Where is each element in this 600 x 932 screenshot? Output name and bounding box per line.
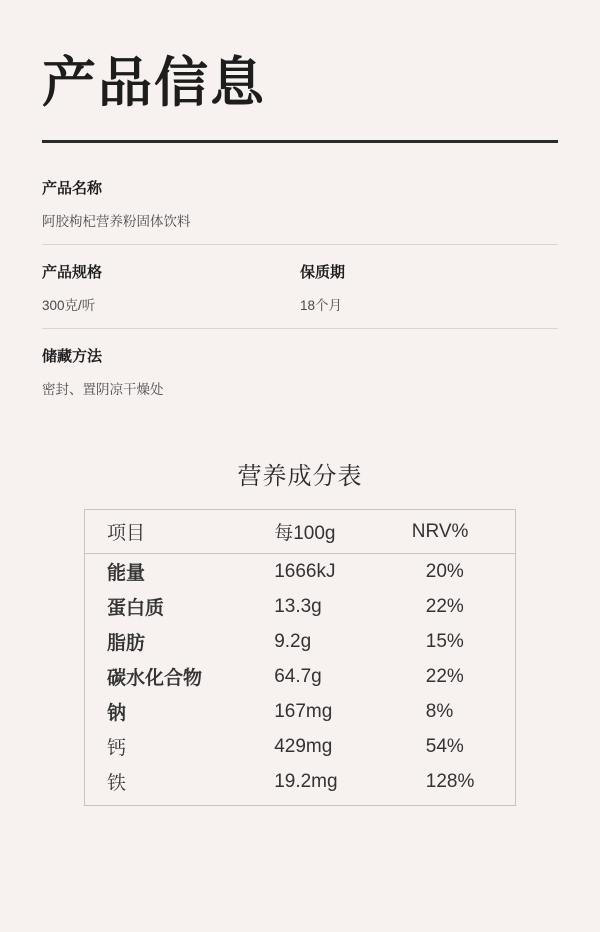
cell-nrv: 128% <box>425 770 475 792</box>
info-value: 300克/听 <box>42 298 96 314</box>
nutrition-table-title: 营养成分表 <box>237 463 363 491</box>
table-row <box>85 554 515 590</box>
info-cell-storage-method <box>42 345 558 398</box>
cell-nrv: 20% <box>425 560 464 582</box>
table-row <box>85 589 515 624</box>
cell-item: 脂肪 <box>107 633 146 655</box>
table-row <box>85 729 515 764</box>
cell-item: 蛋白质 <box>107 598 165 620</box>
cell-item: 碳水化合物 <box>107 668 203 690</box>
cell-item: 钙 <box>107 738 127 760</box>
cell-amount: 64.7g <box>274 665 322 687</box>
cell-nrv: 8% <box>425 700 454 722</box>
cell-amount: 19.2mg <box>274 770 338 792</box>
column-header-item: 项目 <box>107 523 146 545</box>
info-cell-product-name <box>42 177 558 230</box>
title-divider <box>42 140 558 143</box>
info-value: 密封、置阴凉干燥处 <box>42 382 164 398</box>
info-label: 保质期 <box>300 264 346 282</box>
cell-amount: 9.2g <box>274 630 312 652</box>
cell-nrv: 15% <box>425 630 464 652</box>
column-header-amount: 每100g <box>274 523 336 545</box>
cell-item: 铁 <box>107 773 127 795</box>
info-value: 阿胶枸杞营养粉固体饮料 <box>42 214 191 230</box>
table-row <box>85 764 515 799</box>
nutrition-table-body <box>85 554 515 800</box>
cell-item: 能量 <box>107 563 146 585</box>
nutrition-table <box>85 514 515 799</box>
info-value: 18个月 <box>300 298 343 314</box>
nutrition-table-container <box>84 509 516 806</box>
info-cell-shelf-life <box>300 261 558 314</box>
cell-nrv: 54% <box>425 735 464 757</box>
cell-amount: 429mg <box>274 735 333 757</box>
info-row-name <box>42 177 558 245</box>
info-row-storage <box>42 345 558 412</box>
table-row <box>85 659 515 694</box>
cell-amount: 167mg <box>274 700 333 722</box>
info-cell-specification <box>42 261 300 314</box>
info-label: 储藏方法 <box>42 348 103 366</box>
product-info-block <box>42 177 558 412</box>
cell-amount: 1666kJ <box>274 560 336 582</box>
cell-amount: 13.3g <box>274 595 322 617</box>
table-row <box>85 624 515 659</box>
info-row-spec-shelflife <box>42 261 558 329</box>
column-header-nrv: NRV% <box>411 520 469 542</box>
info-label: 产品规格 <box>42 264 103 282</box>
table-header-row <box>85 514 515 554</box>
nutrition-table-head <box>85 514 515 554</box>
cell-nrv: 22% <box>425 665 464 687</box>
info-label: 产品名称 <box>42 180 103 198</box>
cell-item: 钠 <box>107 703 127 725</box>
table-row <box>85 694 515 729</box>
cell-nrv: 22% <box>425 595 464 617</box>
page-title: 产品信息 <box>42 53 266 113</box>
